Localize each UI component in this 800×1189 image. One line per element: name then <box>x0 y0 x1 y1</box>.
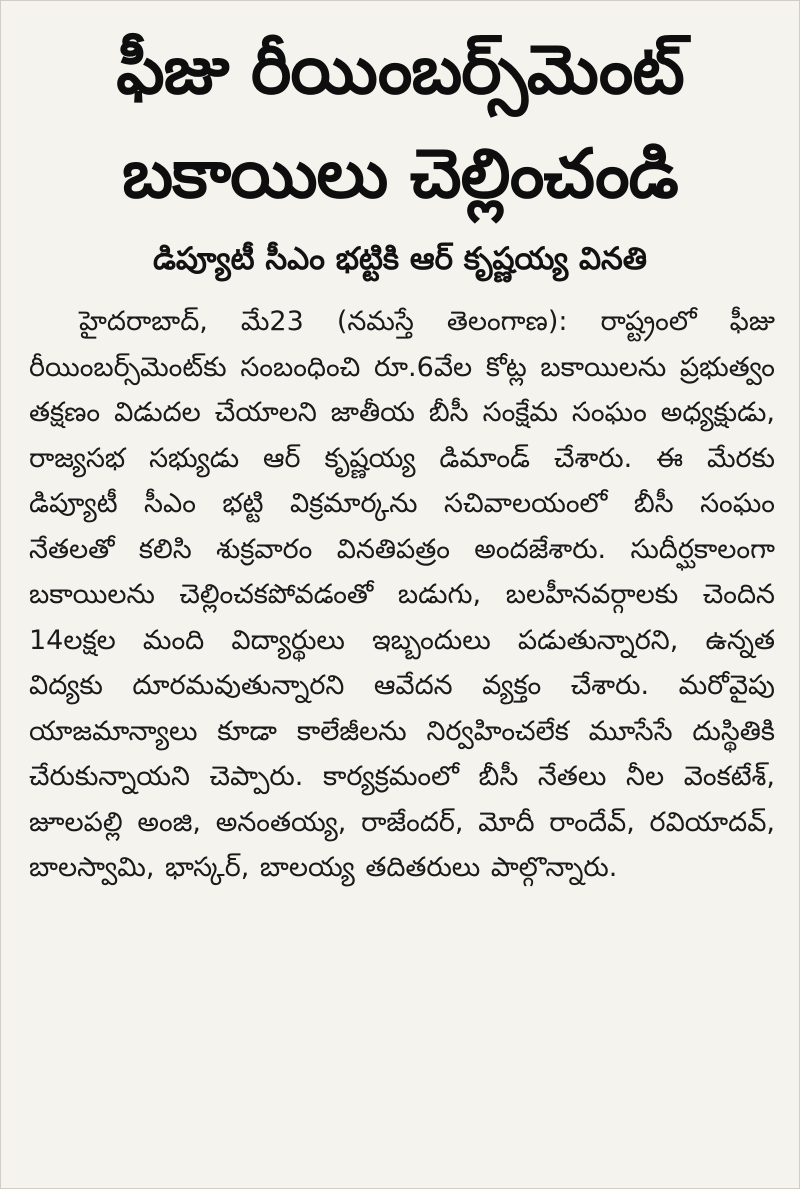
subheadline: డిప్యూటీ సీఎం భట్టికి ఆర్ కృష్ణయ్య వినతి <box>152 241 648 277</box>
headline-line-1: ఫీజు రీయింబర్స్‌మెంట్ <box>116 31 684 110</box>
headline <box>1 1 799 227</box>
article-body: హైదరాబాద్, మే23 (నమస్తే తెలంగాణ): రాష్ట్రంలో ఫీజు రీయింబర్స్‌మెంట్‌కు సంబంధించి రూ.6వేల కోట్ల బకాయిలను ప్రభుత్వం తక్షణం విడుదల చేయాలని జాతీయ బీసీ సంక్షేమ సంఘం అధ్యక్షుడు, రాజ్యసభ సభ్యుడు ఆర్ కృష్ణయ్య డిమాండ్ చేశారు. ఈ మేరకు డిప్యూటీ సీఎం భట్టి విక్రమార్కను సచివాలయంలో బీసీ సంఘం నేతలతో కలిసి శుక్రవారం వినతిపత్రం అందజేశారు. సుదీర్ఘకాలంగా బకాయిలను చెల్లించకపోవడంతో బడుగు, బలహీనవర్గాలకు చెందిన 14లక్షల మంది విద్యార్థులు ఇబ్బందులు పడుతున్నారని, ఉన్నత విద్యకు దూరమవుతున్నారని ఆవేదన వ్యక్తం చేశారు. మరోవైపు యాజమాన్యాలు కూడా కాలేజీలను నిర్వహించలేక మూసేసే దుస్థితికి చేరుకున్నాయని చెప్పారు. కార్యక్రమంలో బీసీ నేతలు నీల వెంకటేశ్, జూలపల్లి అంజి, అనంతయ్య, రాజేందర్, మోదీ రాందేవ్, రవియాదవ్, బాలస్వామి, భాస్కర్, బాలయ్య తదితరులు పాల్గొన్నారు. <box>29 306 775 883</box>
headline-line-2: బకాయిలు చెల్లించండి <box>122 135 678 214</box>
